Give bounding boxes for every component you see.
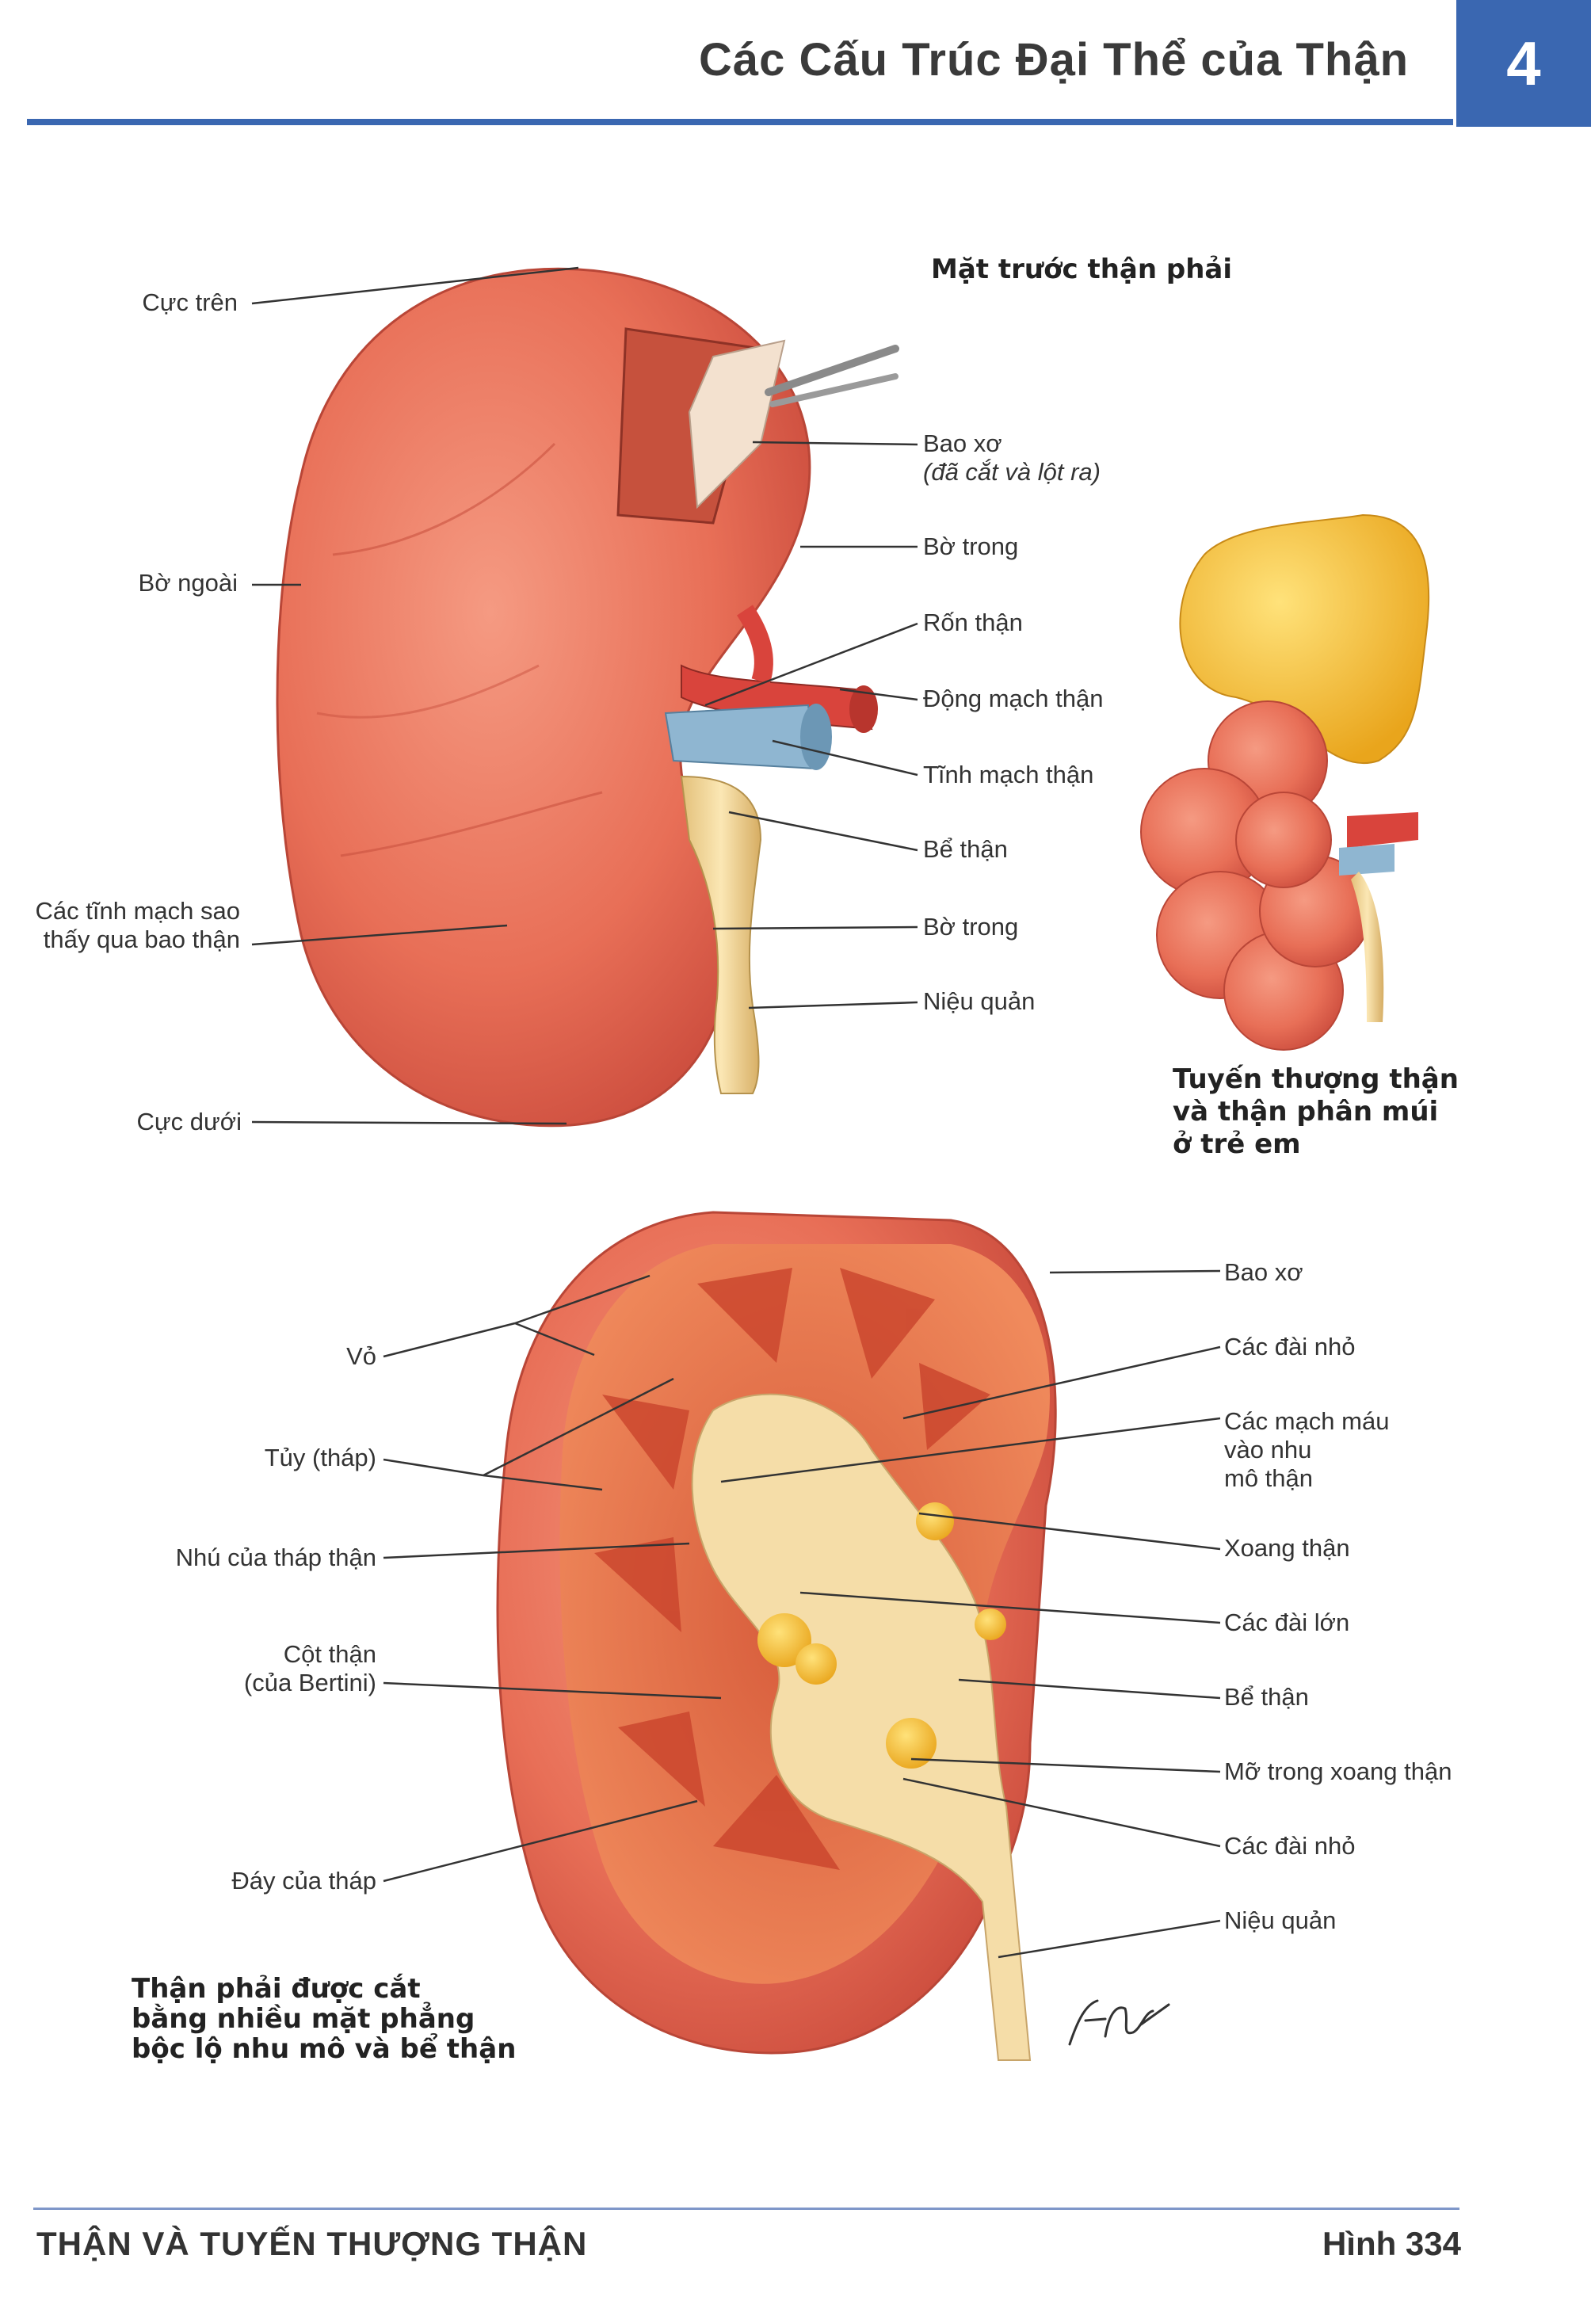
label-renal-artery: Động mạch thận	[923, 685, 1104, 712]
footer-divider	[33, 2208, 1459, 2210]
label-medial-border-2: Bờ trong	[923, 913, 1019, 941]
figure3-caption-line2: bằng nhiều mặt phẳng	[132, 2003, 475, 2035]
label-stellate-veins-1: Các tĩnh mạch sao	[35, 897, 240, 925]
child-kidney-adrenal	[1141, 515, 1429, 1050]
label-pyramid-base: Đáy của tháp	[231, 1867, 376, 1895]
label-stellate-veins-2: thấy qua bao thận	[43, 925, 240, 953]
figure2-caption-line2: và thận phân múi	[1173, 1096, 1439, 1128]
netter-signature	[1062, 1989, 1181, 2060]
label-minor-calices-2: Các đài nhỏ	[1224, 1832, 1356, 1860]
label-major-calices: Các đài lớn	[1224, 1608, 1350, 1636]
label-fibrous-capsule-note: (đã cắt và lột ra)	[923, 458, 1101, 486]
label-section-ureter: Niệu quản	[1224, 1906, 1337, 1934]
label-medulla: Tủy (tháp)	[264, 1444, 376, 1471]
sectioned-kidney	[498, 1212, 1055, 2060]
figure2-caption-line1: Tuyến thượng thận	[1173, 1063, 1459, 1095]
label-vessels-2: vào nhu	[1224, 1436, 1312, 1463]
label-renal-pelvis: Bể thận	[923, 835, 1008, 863]
label-minor-calices-1: Các đài nhỏ	[1224, 1333, 1356, 1360]
label-vessels-3: mô thận	[1224, 1464, 1314, 1492]
label-cortex: Vỏ	[346, 1342, 376, 1370]
figure3-caption-line1: Thận phải được cắt	[132, 1973, 421, 2005]
label-renal-sinus: Xoang thận	[1224, 1534, 1350, 1562]
label-fibrous-capsule: Bao xơ	[923, 429, 1002, 457]
figure1-caption: Mặt trước thận phải	[931, 254, 1233, 285]
label-lateral-border: Bờ ngoài	[138, 569, 238, 597]
right-kidney-anterior	[277, 269, 895, 1126]
figure2-caption-line3: ở trẻ em	[1173, 1128, 1301, 1160]
chapter-badge: 4	[1456, 0, 1591, 127]
page-title: Các Cấu Trúc Đại Thể của Thận	[699, 34, 1409, 86]
label-renal-papilla: Nhú của tháp thận	[175, 1544, 376, 1571]
label-ureter: Niệu quản	[923, 987, 1036, 1015]
label-section-pelvis: Bể thận	[1224, 1683, 1309, 1711]
label-renal-column-1: Cột thận	[283, 1640, 376, 1668]
label-lower-pole: Cực dưới	[136, 1108, 242, 1135]
label-section-capsule: Bao xơ	[1224, 1258, 1303, 1286]
label-upper-pole: Cực trên	[142, 288, 238, 316]
footer-figure-number: Hình 334	[1322, 2225, 1461, 2262]
footer-section-title: THẬN VÀ TUYẾN THƯỢNG THẬN	[36, 2225, 588, 2262]
label-medial-border-1: Bờ trong	[923, 532, 1019, 560]
figure3-caption-line3: bộc lộ nhu mô và bể thận	[132, 2033, 517, 2065]
label-vessels-1: Các mạch máu	[1224, 1407, 1390, 1435]
label-sinus-fat: Mỡ trong xoang thận	[1224, 1757, 1452, 1785]
label-renal-vein: Tĩnh mạch thận	[923, 761, 1094, 788]
label-renal-column-2: (của Bertini)	[243, 1669, 376, 1696]
label-renal-hilum: Rốn thận	[923, 609, 1023, 636]
